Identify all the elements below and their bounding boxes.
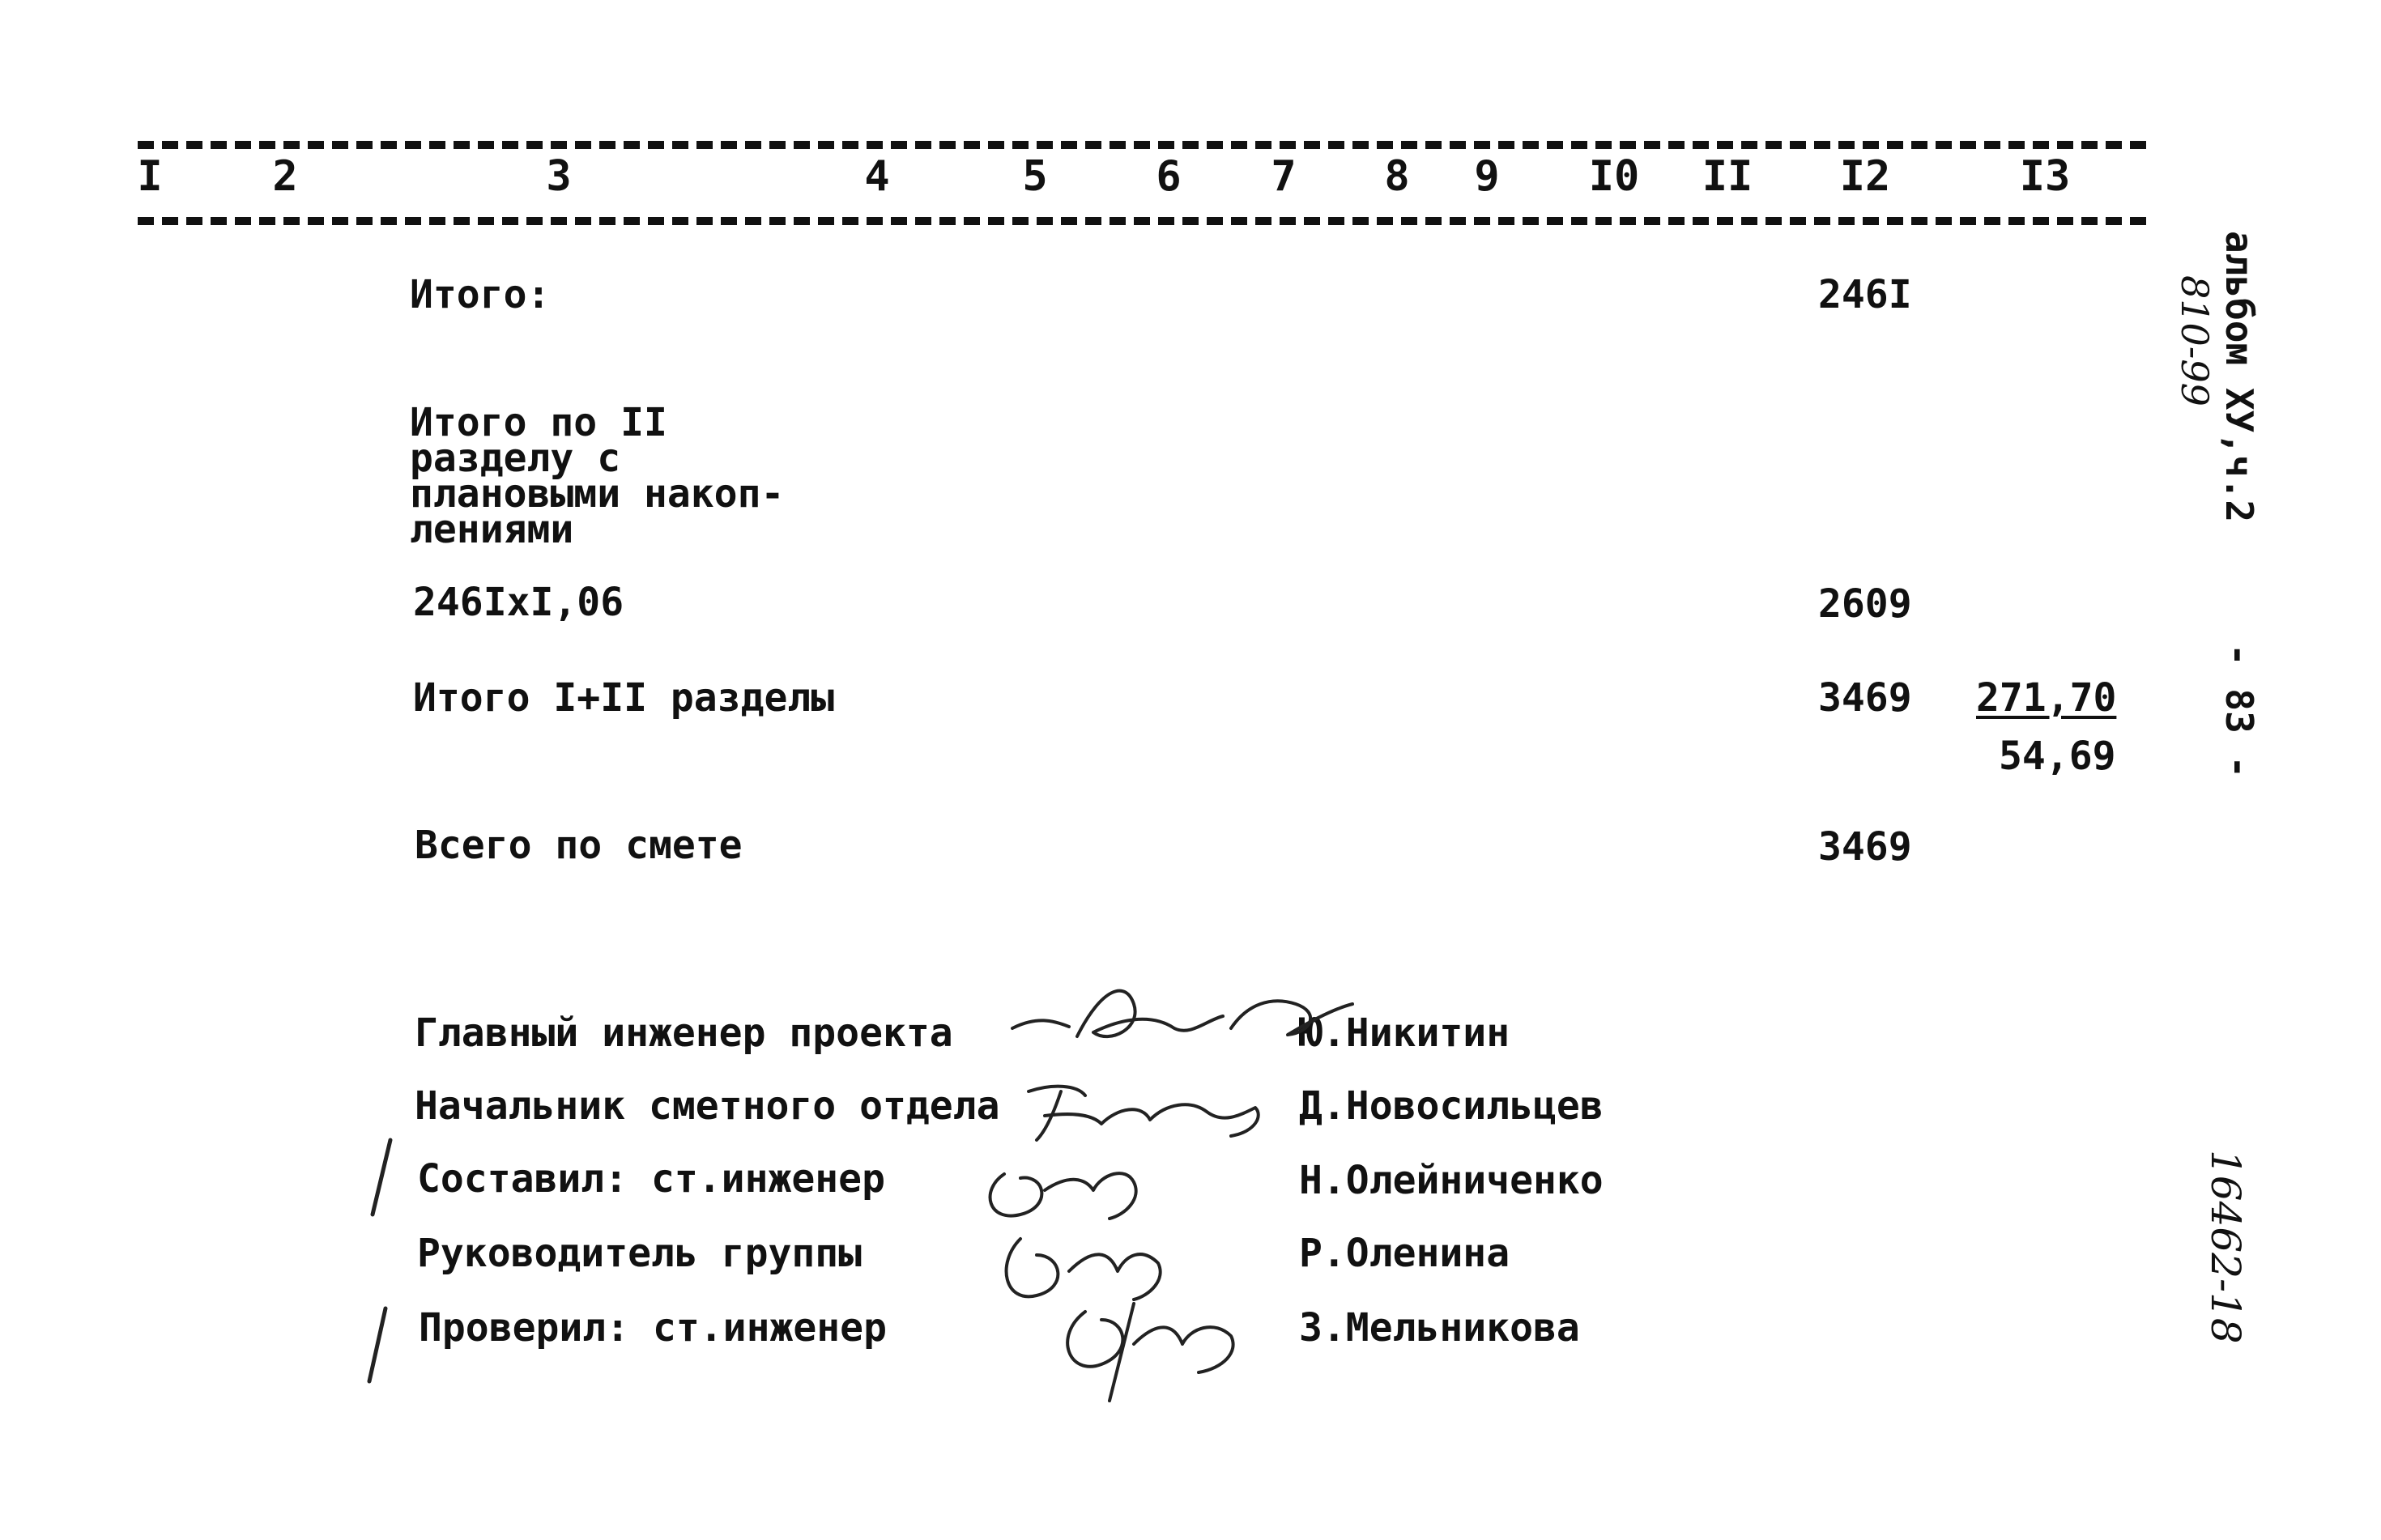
margin-album-label: альбом XУ,ч.2 — [2217, 231, 2261, 523]
column-number: 5 — [1022, 152, 1048, 201]
column-number: I3 — [2019, 152, 2071, 201]
row-itogo-value: 246I — [1818, 272, 1912, 317]
check-mark-icon — [361, 1302, 394, 1391]
column-number: I — [137, 152, 163, 201]
signature-role: Проверил: ст.инженер — [419, 1305, 887, 1351]
column-number: 4 — [864, 152, 890, 201]
column-number: 9 — [1474, 152, 1500, 201]
signature-name: Ю.Никитин — [1299, 1010, 1510, 1056]
signature-name: Д.Новосильцев — [1299, 1083, 1604, 1129]
signature-role: Составил: ст.инженер — [417, 1156, 885, 1202]
check-mark-icon — [366, 1134, 398, 1223]
row-calc-value: 2609 — [1818, 581, 1912, 627]
signature-role: Начальник сметного отдела — [415, 1083, 1000, 1129]
row-itogo12-col13-top: 271,70 — [1976, 675, 2117, 721]
column-number: 3 — [546, 152, 572, 201]
column-number: II — [1702, 152, 1753, 201]
column-number: 6 — [1156, 152, 1182, 201]
row-itogo2-label: Итого по II разделу с плановыми накоп-лениями — [410, 400, 785, 552]
column-number: 2 — [272, 152, 298, 201]
column-number: I0 — [1588, 152, 1640, 201]
row-vsego-value: 3469 — [1818, 824, 1912, 870]
signature-role: Главный инженер проекта — [415, 1010, 953, 1056]
row-calc-label: 246IxI,06 — [413, 580, 624, 625]
row-itogo12-value: 3469 — [1818, 675, 1912, 721]
row-vsego-label: Всего по смете — [415, 823, 743, 868]
signature-name: З.Мельникова — [1299, 1305, 1580, 1351]
column-number: 8 — [1384, 152, 1410, 201]
row-itogo12-label: Итого I+II разделы — [413, 675, 835, 721]
signature-scribble-icon — [1004, 972, 1361, 1069]
signature-name: Н.Олейниченко — [1299, 1158, 1604, 1203]
row-itogo-label: Итого: — [410, 272, 551, 317]
signature-scribble-icon — [1037, 1271, 1263, 1409]
column-number: 7 — [1271, 152, 1297, 201]
margin-code-label: 810-99 — [2173, 275, 2217, 406]
signature-scribble-icon — [1012, 1067, 1288, 1148]
page-number: - 83 - — [2217, 644, 2261, 779]
column-number: I2 — [1839, 152, 1891, 201]
margin-inventory-number: 16462-18 — [2202, 1150, 2249, 1344]
signature-role: Руководитель группы — [417, 1231, 863, 1276]
row-itogo12-col13-bottom: 54,69 — [1999, 734, 2116, 779]
signature-name: Р.Оленина — [1299, 1231, 1510, 1276]
header-rule-bottom — [138, 217, 2146, 225]
header-rule-top — [138, 141, 2146, 149]
